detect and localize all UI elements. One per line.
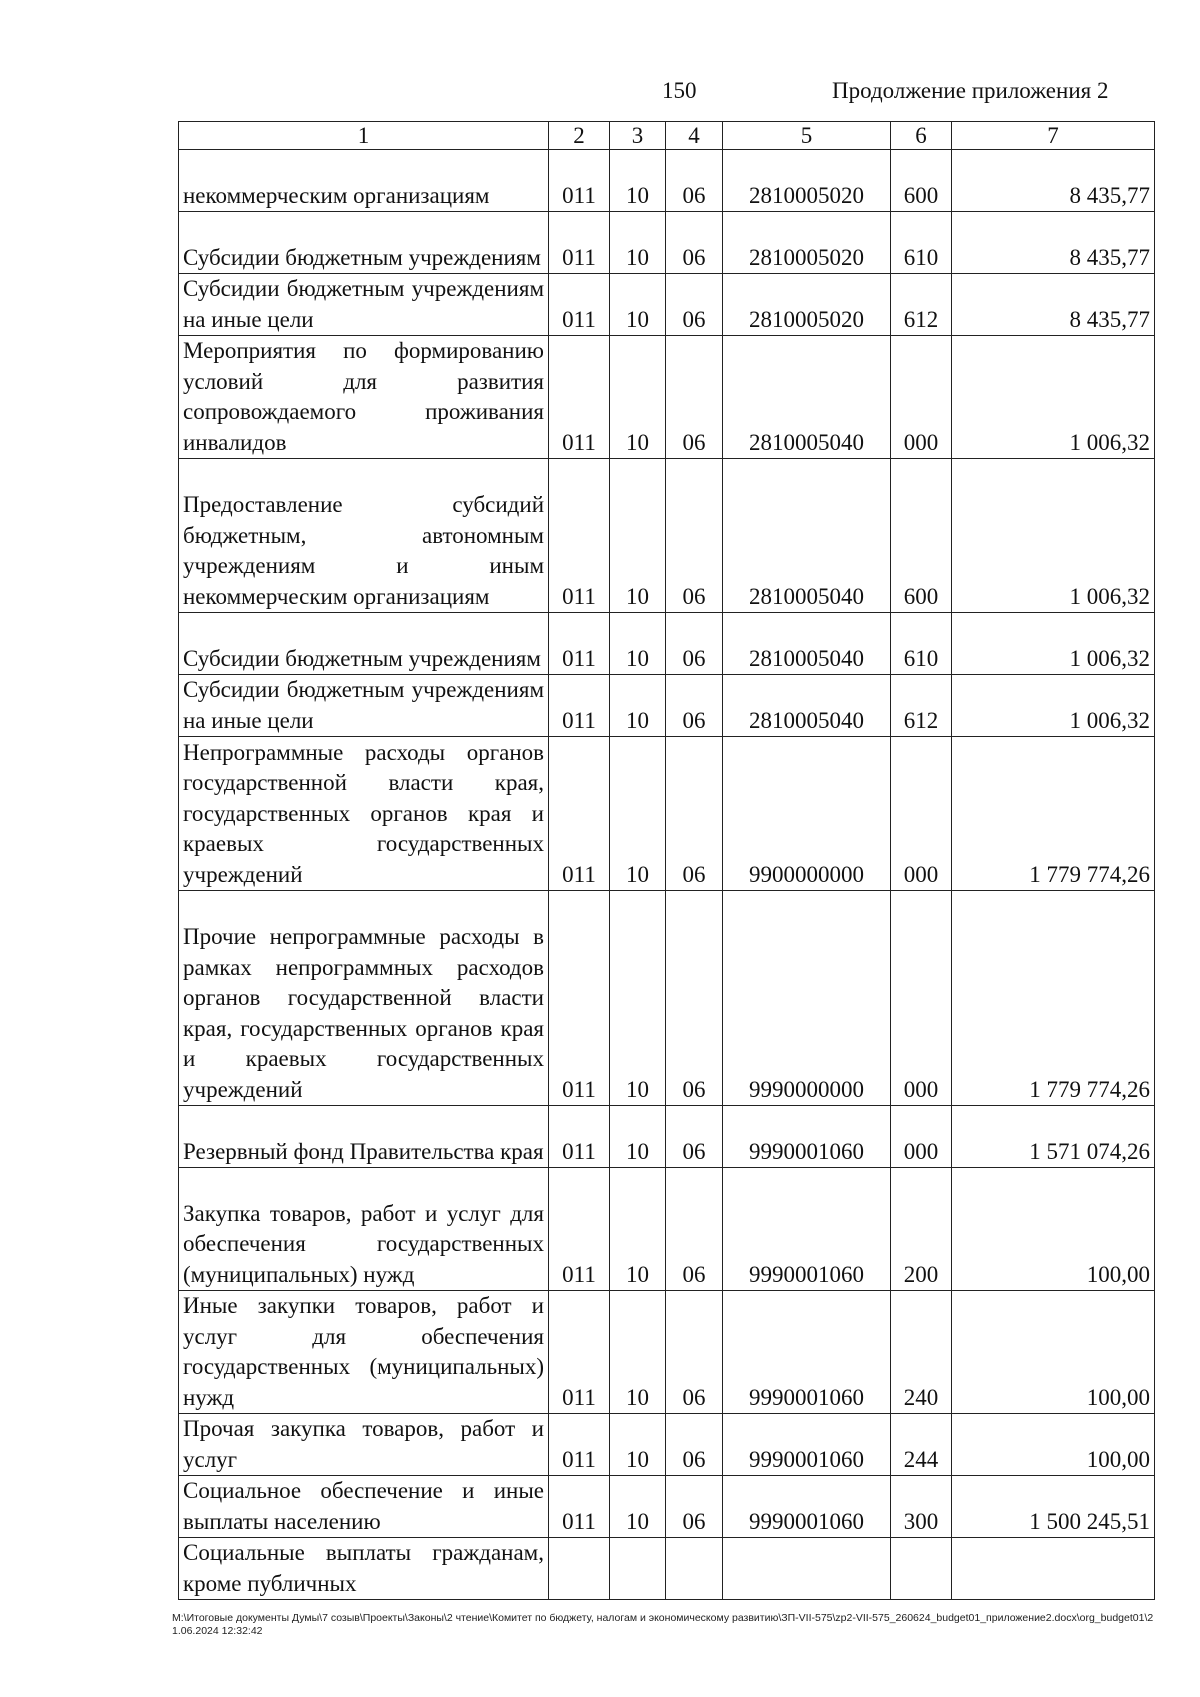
row-amount: 1 571 074,26 [952, 1106, 1155, 1168]
table-row [179, 212, 1155, 274]
column-header-3: 3 [610, 122, 666, 150]
row-col-6: 610 [891, 613, 952, 675]
row-col-4: 06 [666, 1414, 723, 1476]
row-amount: 100,00 [952, 1168, 1155, 1291]
row-name: Иные закупки товаров, работ и услуг для обеспечения государственных (муниципальных) нужд [179, 1291, 549, 1414]
row-amount: 1 779 774,26 [952, 737, 1155, 891]
row-col-4: 06 [666, 1106, 723, 1168]
row-col-4 [666, 1538, 723, 1600]
row-col-6: 000 [891, 1106, 952, 1168]
row-col-6: 240 [891, 1291, 952, 1414]
row-name: некоммерческим организациям [179, 150, 549, 212]
row-col-2: 011 [549, 1168, 610, 1291]
row-col-3: 10 [610, 737, 666, 891]
row-col-2: 011 [549, 613, 610, 675]
table-row [179, 336, 1155, 459]
row-col-3: 10 [610, 212, 666, 274]
row-amount: 1 500 245,51 [952, 1476, 1155, 1538]
table-row [179, 1476, 1155, 1538]
row-amount: 1 006,32 [952, 336, 1155, 459]
row-col-6: 612 [891, 274, 952, 336]
table-row [179, 274, 1155, 336]
row-col-5: 2810005040 [723, 675, 891, 737]
row-col-4: 06 [666, 737, 723, 891]
row-amount: 100,00 [952, 1291, 1155, 1414]
column-header-6: 6 [891, 122, 952, 150]
row-name: Социальные выплаты гражданам, кроме публичных [179, 1538, 549, 1600]
row-col-2 [549, 1538, 610, 1600]
row-name: Резервный фонд Правительства края [179, 1106, 549, 1168]
row-col-4: 06 [666, 891, 723, 1106]
footer-file-path: M:\Итоговые документы Думы\7 созыв\Проекты\Законы\2 чтение\Комитет по бюджету, налогам и экономическому развитию\ЗП-VII-575\zp2-VII-575_260624_budget01_приложение2.docx\org_budget01\21.06.2024 12:32:42 [172, 1612, 1154, 1637]
table-row [179, 1291, 1155, 1414]
table-row [179, 1106, 1155, 1168]
row-col-2: 011 [549, 891, 610, 1106]
table-row [179, 613, 1155, 675]
column-header-7: 7 [952, 122, 1155, 150]
column-header-1: 1 [179, 122, 549, 150]
row-col-5: 9990001060 [723, 1291, 891, 1414]
row-col-5: 2810005040 [723, 613, 891, 675]
row-col-6: 244 [891, 1414, 952, 1476]
row-col-3: 10 [610, 1291, 666, 1414]
row-col-5: 9990001060 [723, 1414, 891, 1476]
row-col-2: 011 [549, 675, 610, 737]
row-amount: 1 006,32 [952, 613, 1155, 675]
row-name: Социальное обеспечение и иные выплаты населению [179, 1476, 549, 1538]
row-col-2: 011 [549, 150, 610, 212]
row-name: Субсидии бюджетным учреждениям на иные цели [179, 274, 549, 336]
row-col-3: 10 [610, 1168, 666, 1291]
row-col-2: 011 [549, 336, 610, 459]
row-col-2: 011 [549, 1291, 610, 1414]
row-col-4: 06 [666, 1291, 723, 1414]
row-col-2: 011 [549, 1476, 610, 1538]
row-col-6: 000 [891, 737, 952, 891]
row-col-2: 011 [549, 212, 610, 274]
row-col-4: 06 [666, 1476, 723, 1538]
row-col-5: 9990001060 [723, 1106, 891, 1168]
row-col-3: 10 [610, 459, 666, 613]
row-name: Закупка товаров, работ и услуг для обеспечения государственных (муниципальных) нужд [179, 1168, 549, 1291]
row-col-3: 10 [610, 613, 666, 675]
row-amount: 1 779 774,26 [952, 891, 1155, 1106]
row-col-5: 9990001060 [723, 1476, 891, 1538]
row-col-5: 2810005040 [723, 336, 891, 459]
row-col-6: 000 [891, 336, 952, 459]
row-col-5: 2810005020 [723, 212, 891, 274]
row-name: Субсидии бюджетным учреждениям [179, 613, 549, 675]
row-col-5: 9990001060 [723, 1168, 891, 1291]
row-col-3: 10 [610, 336, 666, 459]
row-col-6: 300 [891, 1476, 952, 1538]
row-col-3: 10 [610, 675, 666, 737]
row-col-4: 06 [666, 613, 723, 675]
row-col-6: 612 [891, 675, 952, 737]
row-col-3 [610, 1538, 666, 1600]
row-col-5: 2810005040 [723, 459, 891, 613]
row-col-4: 06 [666, 274, 723, 336]
row-col-6: 600 [891, 150, 952, 212]
row-col-2: 011 [549, 737, 610, 891]
row-col-5 [723, 1538, 891, 1600]
row-name: Мероприятия по формированию условий для развития сопровождаемого проживания инвалидов [179, 336, 549, 459]
row-col-3: 10 [610, 274, 666, 336]
row-col-4: 06 [666, 336, 723, 459]
row-col-4: 06 [666, 675, 723, 737]
row-name: Прочая закупка товаров, работ и услуг [179, 1414, 549, 1476]
row-amount: 8 435,77 [952, 150, 1155, 212]
row-amount: 8 435,77 [952, 212, 1155, 274]
row-amount: 8 435,77 [952, 274, 1155, 336]
row-amount [952, 1538, 1155, 1600]
row-col-4: 06 [666, 459, 723, 613]
row-name: Субсидии бюджетным учреждениям [179, 212, 549, 274]
table-row [179, 459, 1155, 613]
budget-table [178, 121, 1155, 1600]
table-row [179, 1168, 1155, 1291]
column-header-4: 4 [666, 122, 723, 150]
row-col-6: 610 [891, 212, 952, 274]
row-amount: 1 006,32 [952, 675, 1155, 737]
table-row [179, 1414, 1155, 1476]
row-col-3: 10 [610, 891, 666, 1106]
table-row [179, 891, 1155, 1106]
row-col-4: 06 [666, 212, 723, 274]
column-header-2: 2 [549, 122, 610, 150]
row-col-6: 600 [891, 459, 952, 613]
row-name: Прочие непрограммные расходы в рамках непрограммных расходов органов государственной власти края, государственных органов края и краевых государственных учреждений [179, 891, 549, 1106]
row-col-4: 06 [666, 1168, 723, 1291]
row-col-3: 10 [610, 1106, 666, 1168]
continuation-title: Продолжение приложения 2 [832, 78, 1109, 103]
row-col-5: 9900000000 [723, 737, 891, 891]
row-col-2: 011 [549, 1414, 610, 1476]
table-header-row [179, 122, 1155, 150]
table-row [179, 737, 1155, 891]
row-col-5: 9990000000 [723, 891, 891, 1106]
table-row [179, 150, 1155, 212]
row-col-3: 10 [610, 150, 666, 212]
row-name: Субсидии бюджетным учреждениям на иные цели [179, 675, 549, 737]
row-col-6 [891, 1538, 952, 1600]
page-number: 150 [662, 78, 697, 103]
row-amount: 1 006,32 [952, 459, 1155, 613]
column-header-5: 5 [723, 122, 891, 150]
row-col-5: 2810005020 [723, 150, 891, 212]
table-row [179, 1538, 1155, 1600]
table-row [179, 675, 1155, 737]
row-col-4: 06 [666, 150, 723, 212]
row-col-5: 2810005020 [723, 274, 891, 336]
row-name: Предоставление субсидий бюджетным, автономным учреждениям и иным некоммерческим организациям [179, 459, 549, 613]
row-col-2: 011 [549, 1106, 610, 1168]
row-col-3: 10 [610, 1414, 666, 1476]
row-col-2: 011 [549, 459, 610, 613]
row-col-6: 200 [891, 1168, 952, 1291]
row-amount: 100,00 [952, 1414, 1155, 1476]
row-col-2: 011 [549, 274, 610, 336]
row-col-3: 10 [610, 1476, 666, 1538]
row-name: Непрограммные расходы органов государственной власти края, государственных органов края и краевых государственных учреждений [179, 737, 549, 891]
row-col-6: 000 [891, 891, 952, 1106]
